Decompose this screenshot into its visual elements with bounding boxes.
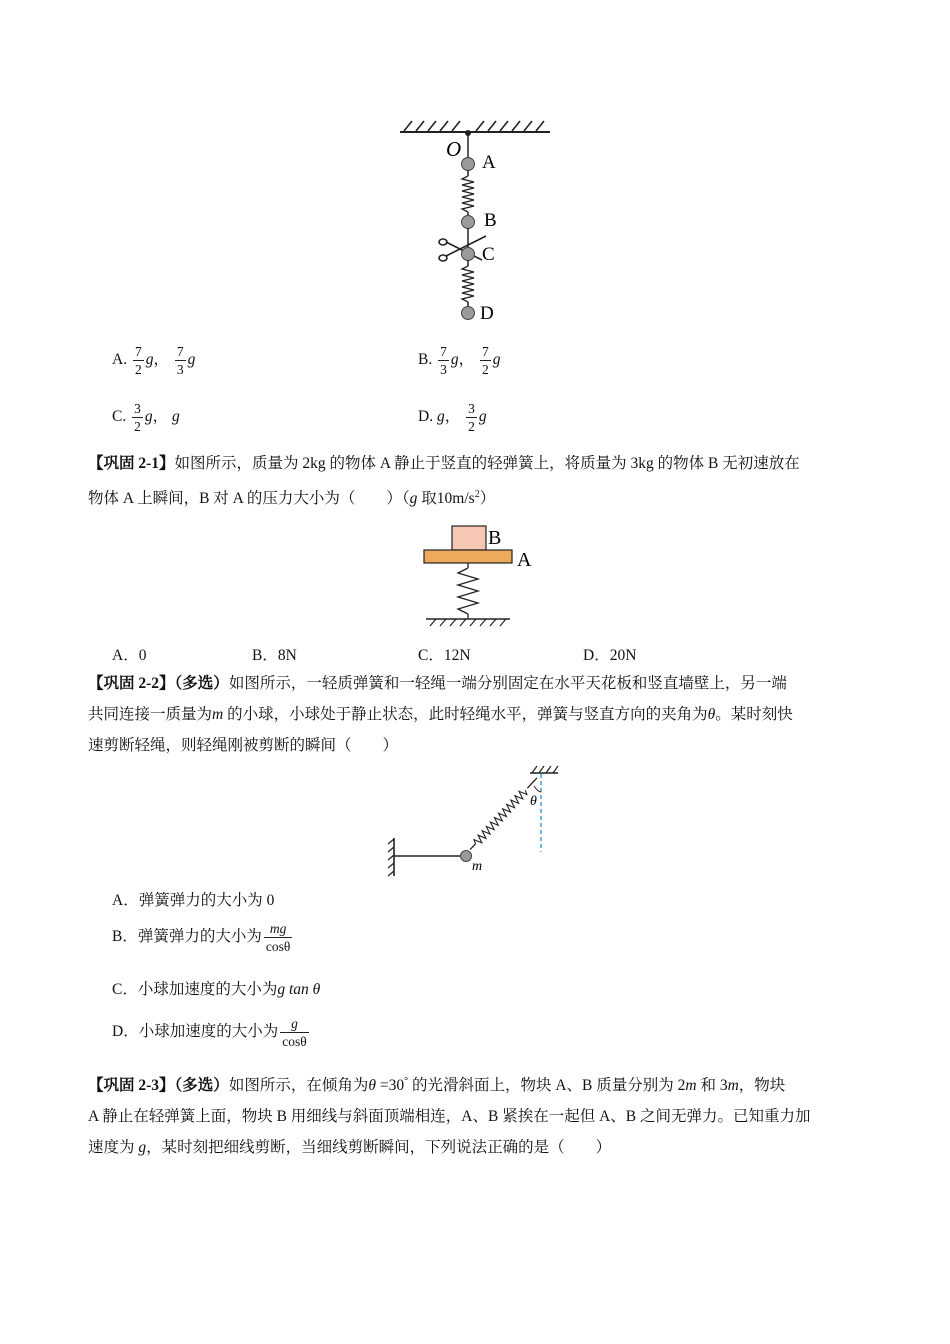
figure-spring-chain bbox=[390, 118, 560, 328]
q21-stem: 【巩固 2-1】如图所示，质量为 2kg 的物体 A 静止于竖直的轻弹簧上，将质量为 3kg 的物体 B 无初速放在 物体 A 上瞬间，B 对 A 的压力大小为（ ）（g 取$10m/s^2$） bbox=[88, 455, 800, 508]
q22-option-d[interactable]: D．小球加速度的大小为 $\frac{g}{\cos\theta}$ bbox=[112, 1016, 307, 1049]
fraction: $\frac{3}{2}$ bbox=[134, 401, 141, 434]
option-letter: C. bbox=[112, 408, 127, 426]
fraction: $\frac{7}{3}$ bbox=[176, 344, 184, 377]
label-c: C bbox=[482, 244, 495, 265]
ball-c bbox=[462, 248, 475, 261]
q1-option-c[interactable]: C. $\frac{3}{2}$ g， g bbox=[112, 401, 180, 434]
label-m: m bbox=[472, 859, 483, 874]
option-letter: D. bbox=[418, 408, 434, 426]
fraction: $\frac{3}{2}$ bbox=[468, 401, 475, 434]
block-b bbox=[452, 526, 486, 550]
figure-spring-rope-ball bbox=[386, 764, 566, 879]
q22-option-c[interactable]: C．小球加速度的大小为g tan θ bbox=[112, 981, 321, 998]
q21-option-a[interactable]: A．0 bbox=[112, 647, 147, 664]
q22-stem: 【巩固 2-2】（多选）如图所示，一轻质弹簧和一轻绳一端分别固定在水平天花板和竖直墙壁上，另一端 共同连接一质量为m 的小球，小球处于静止状态，此时轻绳水平，弹簧与竖直方向的夹角为θ。某时刻快 速剪断轻绳，则轻绳刚被剪断的瞬间（ ） bbox=[88, 675, 793, 754]
label-d: D bbox=[480, 303, 494, 324]
fraction: $\frac{7}{3}$ bbox=[440, 344, 447, 377]
ball-a bbox=[462, 158, 475, 171]
ball-d bbox=[462, 307, 475, 320]
q1-option-b[interactable]: B. $\frac{7}{3}$ g， $\frac{7}{2}$ g bbox=[418, 344, 501, 377]
q21-option-c[interactable]: C．12N bbox=[418, 647, 471, 664]
plate-a bbox=[424, 550, 512, 563]
q22-option-a[interactable]: A．弹簧弹力的大小为 0 bbox=[112, 892, 275, 909]
label-b: B bbox=[484, 210, 497, 231]
q1-option-a[interactable]: A. $\frac{7}{2}$ g， $\frac{7}{3}$ g bbox=[112, 344, 196, 377]
fraction: $\frac{g}{\cos\theta}$ bbox=[282, 1016, 307, 1049]
ball-b bbox=[462, 216, 475, 229]
label-a: A bbox=[482, 152, 496, 173]
q21-option-d[interactable]: D．20N bbox=[583, 647, 637, 664]
label-b: B bbox=[488, 527, 502, 549]
figure-block-on-spring bbox=[418, 522, 548, 632]
option-letter: B. bbox=[418, 351, 433, 369]
label-a: A bbox=[517, 549, 532, 571]
q21-option-b[interactable]: B．8N bbox=[252, 647, 297, 664]
fraction: $\frac{mg}{\cos\theta}$ bbox=[265, 921, 291, 954]
q23-stem: 【巩固 2-3】（多选）如图所示，在倾角为θ =30° 的光滑斜面上，物块 A、B 质量分别为 2m 和 3m，物块 A 静止在轻弹簧上面，物块 B 用细线与斜面顶端相连，A、B 紧挨在一起但 A、B 之间无弹力。已知重力加 速度为 g，某时刻把细线剪断，当细线剪断瞬间，下列说法正确的是（ ） bbox=[88, 1076, 811, 1157]
q1-option-d[interactable]: D. g， $\frac{3}{2}$ g bbox=[418, 401, 487, 434]
label-theta: θ bbox=[530, 794, 537, 809]
fraction: $\frac{7}{2}$ bbox=[481, 344, 489, 377]
option-letter: A. bbox=[112, 351, 128, 369]
label-o: O bbox=[446, 137, 462, 161]
q22-option-b[interactable]: B．弹簧弹力的大小为 $\frac{mg}{\cos\theta}$ bbox=[112, 921, 291, 954]
ball-m bbox=[461, 851, 472, 862]
fraction: $\frac{7}{2}$ bbox=[134, 344, 142, 377]
